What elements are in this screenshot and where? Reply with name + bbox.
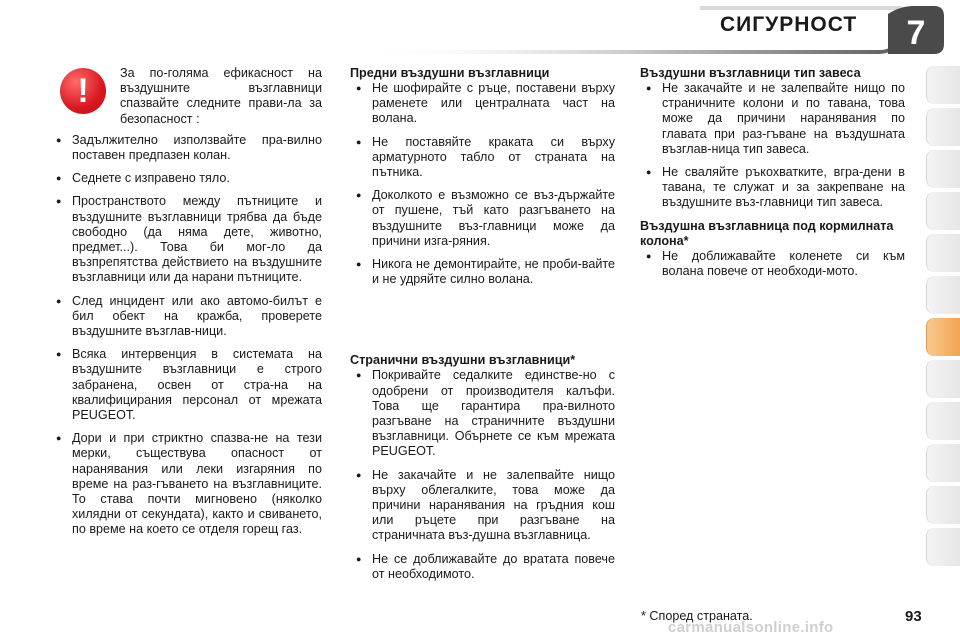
side-tab-1[interactable] <box>926 66 960 104</box>
side-tab-8[interactable] <box>926 360 960 398</box>
page-number: 93 <box>905 608 922 625</box>
side-tab-5[interactable] <box>926 234 960 272</box>
side-tabs <box>926 66 960 570</box>
list-item: ● Покривайте седалките единстве-но с одобрени от производителя калъфи. Това ще гарантира пра-вилното разгъване на страничните въздушни възглавници. Обърнете се към мрежата PEUGEOT. <box>350 368 615 459</box>
list-item: ● Не закачайте и не залепвайте нищо по страничните колони и по тавана, това може да причини наранявания по главата при раз-гъване на въздушната възглав-ница тип завеса. <box>640 81 905 157</box>
list-item: ● След инцидент или ако автомо-билът е бил обект на кражба, проверете въздушните възглав-ници. <box>50 294 322 340</box>
list-item: ● Всяка интервенция в системата на въздушните възглавници е строго забранена, освен от стра-на на квалифицирания персонал от мрежата PEUGEOT. <box>50 347 322 423</box>
list-item: ● Не сваляйте ръкохватките, вгра-дени в тавана, те служат и за закрепване на въздушните въз-главници тип завеса. <box>640 165 905 211</box>
footnote: * Според страната. <box>641 609 753 623</box>
list-item: ● Задължително използвайте пра-вилно поставен предпазен колан. <box>50 133 322 163</box>
list-item: ● Не поставяйте краката си върху арматурното табло от страната на пътника. <box>350 135 615 181</box>
column-left <box>50 66 322 546</box>
list-item: ● Седнете с изправено тяло. <box>50 171 322 186</box>
curtain-airbags-list <box>640 81 905 211</box>
chapter-number: 7 <box>906 14 926 52</box>
list-item: ● Никога не демонтирайте, не проби-вайте и не удряйте силно волана. <box>350 257 615 287</box>
side-airbags-heading: Странични въздушни възглавници* <box>350 353 576 368</box>
safety-rules-list <box>50 133 322 538</box>
list-item: ● Не шофирайте с ръце, поставени върху раменете или централната част на волана. <box>350 81 615 127</box>
list-item: ● Пространството между пътниците и въздушните възглавници трябва да бъде свободно (да няма дете, животно, предмет...). Това би мог-ло да възпрепятства действието на въздушните възглавници или да нарани пътниците. <box>50 194 322 285</box>
list-item: ● Доколкото е възможно се въз-държайте от пушене, тъй като разгъването на въздушните въз-главници може да причини изга-ряния. <box>350 188 615 249</box>
side-tab-9[interactable] <box>926 402 960 440</box>
curtain-airbags-heading: Въздушни възглавници тип завеса <box>640 66 861 80</box>
front-airbags-heading: Предни въздушни възглавници <box>350 66 550 80</box>
side-tab-4[interactable] <box>926 192 960 230</box>
column-right <box>640 66 905 287</box>
side-tab-11[interactable] <box>926 486 960 524</box>
list-item: ● Не доближавайте коленете си към волана повече от необходи-мото. <box>640 249 905 279</box>
side-tab-12[interactable] <box>926 528 960 566</box>
header-band <box>0 0 960 56</box>
side-airbags-list <box>350 368 615 582</box>
side-tab-10[interactable] <box>926 444 960 482</box>
warning-text: За по-голяма ефикасност на въздушните възглавници спазвайте следните прави-ла за безопасност : <box>120 66 322 126</box>
front-airbags-list <box>350 81 615 287</box>
list-item: ● Не се доближавайте до вратата повече от необходимото. <box>350 552 615 582</box>
list-item: ● Не закачайте и не залепвайте нищо върху облегалките, това може да причини наранявания на гръдния кош или ръцете при разгъване на страничната въз-душна възглавница. <box>350 468 615 544</box>
knee-airbag-heading: Въздушна възглавница под кормилната колона* <box>640 218 894 248</box>
exclamation-icon: ! <box>60 68 106 114</box>
watermark: carmanualsonline.info <box>668 619 834 636</box>
page-title: СИГУРНОСТ <box>720 13 858 36</box>
warning-block <box>50 66 322 127</box>
list-item: ● Дори и при стриктно спазва-не на тези мерки, съществува опасност от наранявания или леки изгаряния по време на раз-гъването на възглавниците. То става почти мигновено (няколко хилядни от секундата), както и свиването, по време на което се отделя горещ газ. <box>50 431 322 537</box>
side-tab-7-active[interactable] <box>926 318 960 356</box>
column-middle <box>350 66 615 590</box>
knee-airbag-list <box>640 249 905 279</box>
side-tab-6[interactable] <box>926 276 960 314</box>
side-tab-2[interactable] <box>926 108 960 146</box>
side-tab-3[interactable] <box>926 150 960 188</box>
